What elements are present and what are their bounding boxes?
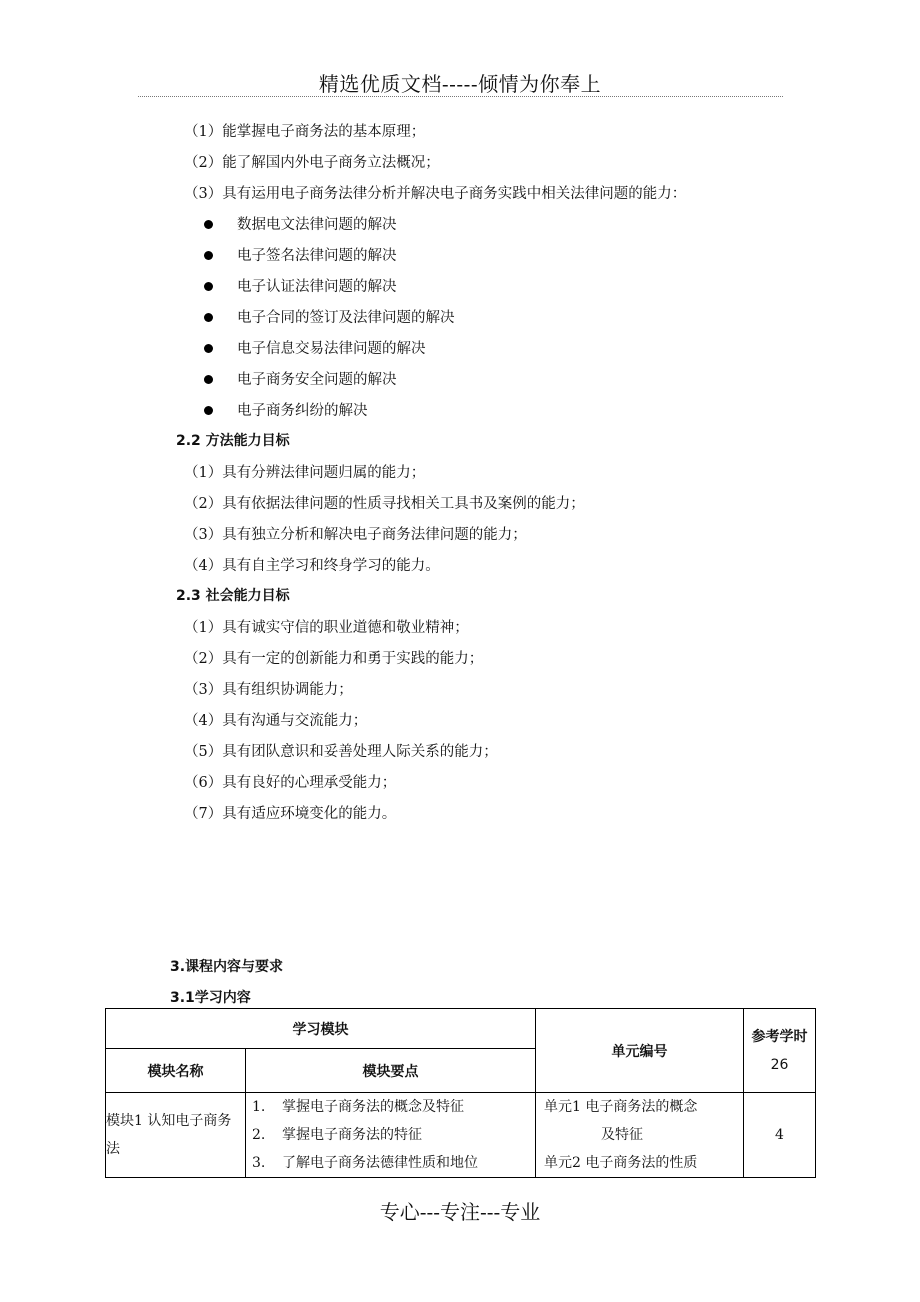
- section-subheading: 3.1学习内容: [170, 990, 251, 1006]
- module-point: [252, 1121, 535, 1149]
- objective-item: （6）具有良好的心理承受能力；: [184, 775, 397, 791]
- bullet-icon: [204, 375, 213, 384]
- bullet-text: 电子签名法律问题的解决: [237, 248, 397, 264]
- bullet-item: [204, 244, 397, 265]
- unit-cell: [536, 1093, 744, 1178]
- bullet-icon: [204, 313, 213, 322]
- bullet-item: [204, 368, 397, 389]
- objective-item: （1）能掌握电子商务法的基本原理；: [184, 124, 426, 140]
- objective-item: （2）能了解国内外电子商务立法概况；: [184, 155, 440, 171]
- table-header-unit: 单元编号: [536, 1009, 744, 1093]
- bullet-text: 电子合同的签订及法律问题的解决: [237, 310, 455, 326]
- point-text: 掌握电子商务法的特征: [282, 1127, 422, 1143]
- objective-item: （7）具有适应环境变化的能力。: [184, 806, 397, 822]
- hours-cell: 4: [744, 1093, 816, 1178]
- table-header-module-points: 模块要点: [246, 1049, 536, 1093]
- objective-item: （3）具有组织协调能力；: [184, 682, 353, 698]
- module-points-cell: [246, 1093, 536, 1178]
- header-divider: [138, 96, 783, 97]
- unit-label: 单元2 电子商务法的性质: [544, 1155, 698, 1171]
- point-text: 掌握电子商务法的概念及特征: [282, 1099, 464, 1115]
- bullet-item: [204, 399, 368, 420]
- hours-label: 参考学时: [751, 1028, 808, 1045]
- bullet-item: [204, 337, 426, 358]
- table-header-module: 学习模块: [106, 1009, 536, 1049]
- objective-item: （2）具有依据法律问题的性质寻找相关工具书及案例的能力；: [184, 496, 585, 512]
- objective-item: （2）具有一定的创新能力和勇于实践的能力；: [184, 651, 484, 667]
- bullet-text: 电子商务安全问题的解决: [237, 372, 397, 388]
- page-header-title: 精选优质文档-----倾情为你奉上: [318, 72, 602, 96]
- bullet-icon: [204, 406, 213, 415]
- bullet-item: [204, 213, 397, 234]
- bullet-item: [204, 306, 455, 327]
- unit-label: 单元1 电子商务法的概念: [544, 1099, 698, 1115]
- point-number: 3.: [252, 1155, 266, 1171]
- objective-item: （4）具有自主学习和终身学习的能力。: [184, 558, 440, 574]
- table-header-module-name: 模块名称: [106, 1049, 246, 1093]
- section-heading: 2.2 方法能力目标: [176, 433, 290, 449]
- table-header-hours: [744, 1009, 816, 1093]
- bullet-icon: [204, 251, 213, 260]
- section-heading: 3.课程内容与要求: [170, 959, 284, 975]
- bullet-text: 电子商务纠纷的解决: [237, 403, 368, 419]
- bullet-text: 电子认证法律问题的解决: [237, 279, 397, 295]
- unit-label-continued: 及特征: [601, 1127, 643, 1143]
- objective-item: （3）具有独立分析和解决电子商务法律问题的能力；: [184, 527, 527, 543]
- module-point: [252, 1149, 535, 1177]
- bullet-text: 数据电文法律问题的解决: [237, 217, 397, 233]
- section-heading: 2.3 社会能力目标: [176, 588, 290, 604]
- point-number: 2.: [252, 1127, 266, 1143]
- page-footer: 专心---专注---专业: [379, 1200, 541, 1224]
- hours-total: 26: [770, 1056, 789, 1073]
- objective-item: （1）具有诚实守信的职业道德和敬业精神；: [184, 620, 469, 636]
- bullet-icon: [204, 220, 213, 229]
- bullet-item: [204, 275, 397, 296]
- objective-item: （1）具有分辨法律问题归属的能力；: [184, 465, 426, 481]
- bullet-text: 电子信息交易法律问题的解决: [237, 341, 426, 357]
- table-row: [106, 1093, 816, 1178]
- bullet-icon: [204, 344, 213, 353]
- objective-item: （3）具有运用电子商务法律分析并解决电子商务实践中相关法律问题的能力：: [184, 186, 687, 202]
- point-number: 1.: [252, 1099, 266, 1115]
- module-point: [252, 1093, 535, 1121]
- course-content-table: [105, 1008, 816, 1178]
- objective-item: （4）具有沟通与交流能力；: [184, 713, 368, 729]
- objective-item: （5）具有团队意识和妥善处理人际关系的能力；: [184, 744, 498, 760]
- bullet-icon: [204, 282, 213, 291]
- point-text: 了解电子商务法德律性质和地位: [282, 1155, 478, 1171]
- module-name-cell: 模块1 认知电子商务法: [106, 1093, 246, 1178]
